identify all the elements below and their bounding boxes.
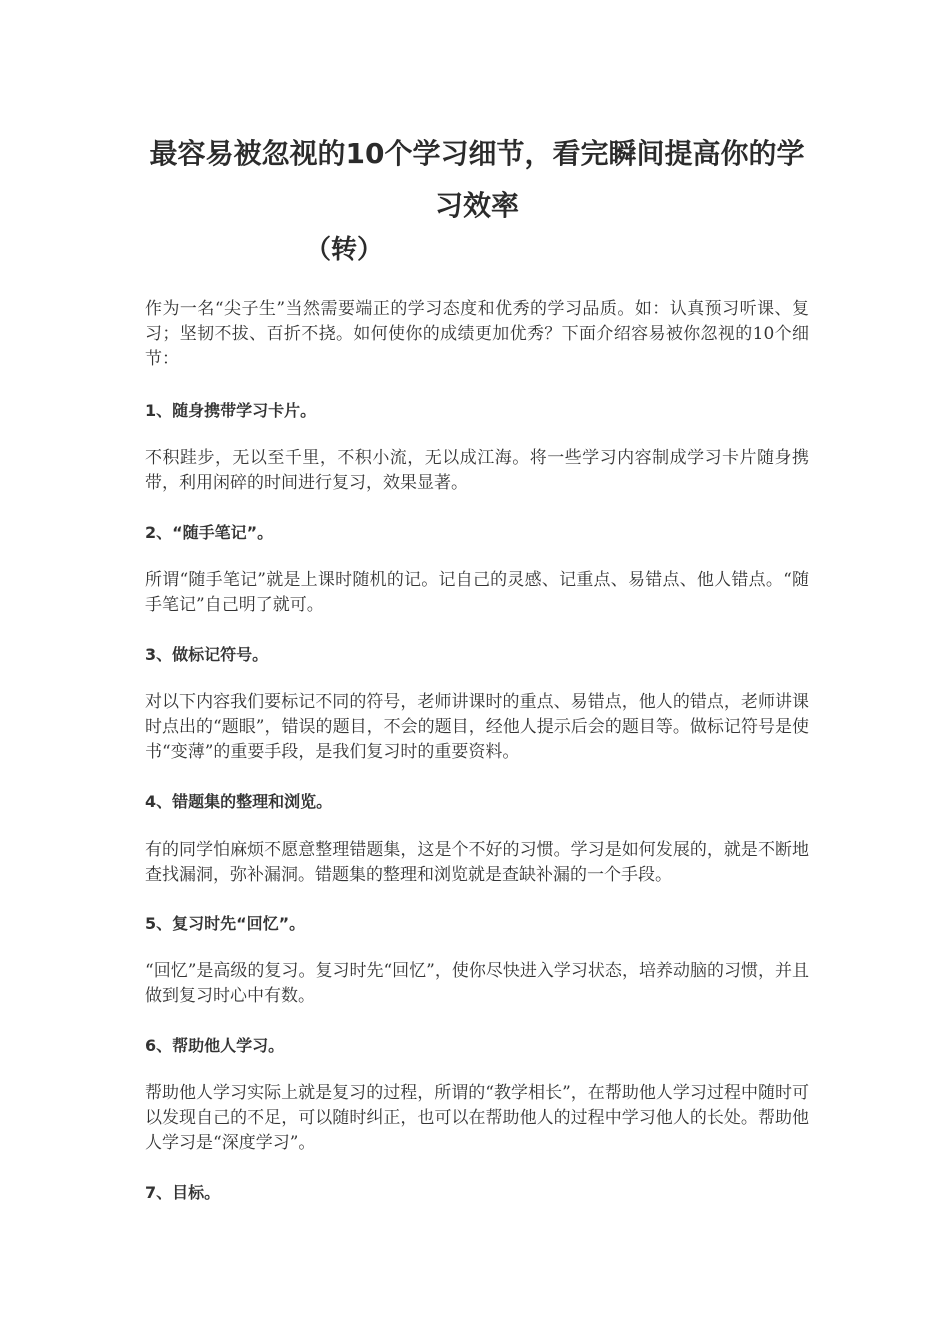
document-subtitle: （转） xyxy=(305,235,384,265)
section-heading-1: 1、随身携带学习卡片。 xyxy=(145,401,317,420)
section-text-6: 帮助他人学习实际上就是复习的过程，所谓的“教学相长”，在帮助他人学习过程中随时可以发现自己的不足，可以随时纠正，也可以在帮助他人的过程中学习他人的长处。帮助他人学习是“深度学习”。 xyxy=(145,1083,809,1153)
section-heading-7: 7、目标。 xyxy=(145,1183,221,1202)
section-heading-3: 3、做标记符号。 xyxy=(145,645,269,664)
document-title: 最容易被忽视的10个学习细节，看完瞬间提高你的学习效率 xyxy=(149,137,805,222)
section-text-4: 有的同学怕麻烦不愿意整理错题集，这是个不好的习惯。学习是如何发展的，就是不断地查找漏洞，弥补漏洞。错题集的整理和浏览就是查缺补漏的一个手段。 xyxy=(145,840,809,885)
section-text-3: 对以下内容我们要标记不同的符号，老师讲课时的重点、易错点，他人的错点，老师讲课时点出的“题眼”，错误的题目，不会的题目，经他人提示后会的题目等。做标记符号是使书“变薄”的重要手段，是我们复习时的重要资料。 xyxy=(145,692,809,762)
section-heading-5: 5、复习时先“回忆”。 xyxy=(145,914,306,933)
section-heading-2: 2、“随手笔记”。 xyxy=(145,523,274,542)
section-text-5: “回忆”是高级的复习。复习时先“回忆”，使你尽快进入学习状态，培养动脑的习惯，并且做到复习时心中有数。 xyxy=(145,961,809,1006)
section-text-1: 不积跬步，无以至千里，不积小流，无以成江海。将一些学习内容制成学习卡片随身携带，利用闲碎的时间进行复习，效果显著。 xyxy=(145,448,809,493)
section-heading-6: 6、帮助他人学习。 xyxy=(145,1036,285,1055)
section-heading-4: 4、错题集的整理和浏览。 xyxy=(145,792,333,811)
intro-paragraph: 作为一名“尖子生”当然需要端正的学习态度和优秀的学习品质。如：认真预习听课、复习；坚韧不拔、百折不挠。如何使你的成绩更加优秀？下面介绍容易被你忽视的10个细节： xyxy=(145,299,809,369)
section-text-2: 所谓“随手笔记”就是上课时随机的记。记自己的灵感、记重点、易错点、他人错点。“随手笔记”自己明了就可。 xyxy=(145,570,809,615)
